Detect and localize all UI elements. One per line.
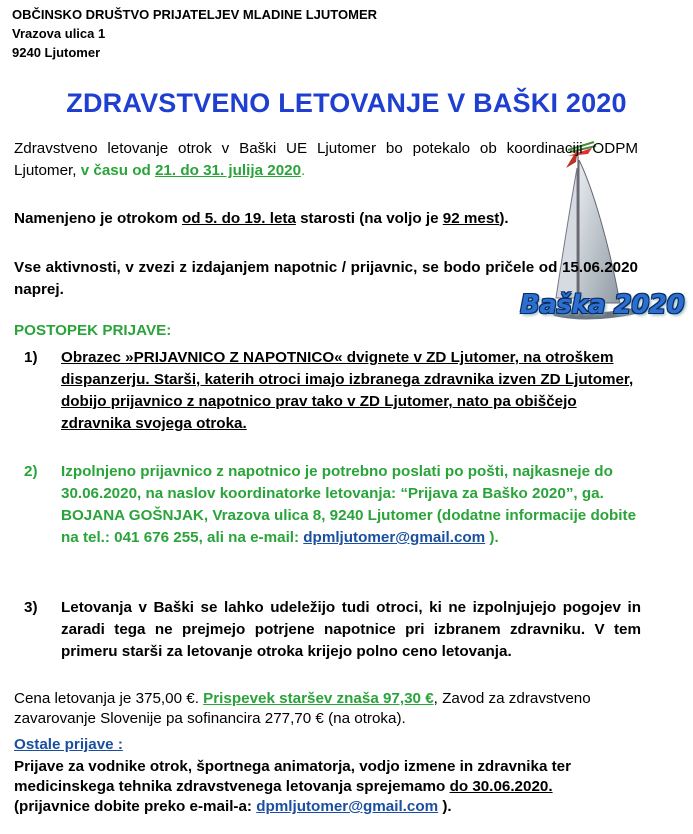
step-2-tail: ). — [485, 529, 499, 546]
activities-paragraph: Vse aktivnosti, v zvezi z izdajanjem napotnic / prijavnic, se bodo pričele od 15.06.2020 naprej. — [14, 259, 638, 298]
intro-text: Zdravstveno letovanje otrok v Baški UE Ljutomer bo potekalo ob koordinaciji ODPM Ljutomer, — [14, 140, 638, 179]
step-2-email-link[interactable]: dpmljutomer@gmail.com — [303, 529, 486, 546]
places-count: 92 mest — [442, 210, 500, 227]
age-a: Namenjeno je otrokom — [14, 210, 182, 227]
other-email-link[interactable]: dpmljutomer@gmail.com — [256, 798, 439, 815]
step-1-text: Obrazec »PRIJAVNICO Z NAPOTNICO« dvignete v ZD Ljutomer, na otroškem dispanzerju. Starši, katerih otroci imajo izbranega zdravnika izven ZD Ljutomer, dobijo prijavnico z napotnico prav tako v ZD Ljutomer, nato pa obiščejo zdravnika svojega otroka. — [61, 349, 634, 432]
step-2 — [0, 461, 693, 576]
step-3 — [0, 597, 693, 667]
step-1-number: 1) — [24, 349, 38, 366]
intro-paragraph — [14, 138, 638, 182]
page-title: ZDRAVSTVENO LETOVANJE V BAŠKI 2020 — [66, 88, 627, 118]
intro-end: . — [301, 162, 306, 179]
logo-text: Baška 2020 — [520, 290, 685, 320]
step-2-number: 2) — [24, 463, 38, 480]
parent-contribution: Prispevek staršev znaša 97,30 € — [203, 690, 434, 707]
org-city: 9240 Ljutomer — [12, 45, 101, 60]
other-date: do 30.06.2020. — [449, 778, 553, 795]
step-3-number: 3) — [24, 599, 38, 616]
org-street: Vrazova ulica 1 — [12, 26, 106, 41]
other-text: Prijave za vodnike otrok, športnega animatorja, vodjo izmene in zdravnika ter medicinskega tehnika zdravstvenega letovanja sprejemamo — [14, 758, 572, 795]
age-paragraph — [14, 208, 638, 230]
other-line3-a: (prijavnice dobite preko e-mail-a: — [14, 798, 257, 815]
other-line3-b: ). — [438, 798, 452, 815]
age-c: starosti (na voljo je — [295, 210, 443, 227]
price-paragraph — [14, 689, 654, 729]
org-name: OBČINSKO DRUŠTVO PRIJATELJEV MLADINE LJUTOMER — [12, 7, 377, 22]
intro-dates: 21. do 31. julija 2020 — [154, 162, 302, 179]
step-1 — [0, 347, 693, 437]
price-rest: , Zavod za zdravstveno zavarovanje Slovenije pa sofinancira 277,70 € (na otroka). — [14, 690, 591, 727]
intro-time-prefix: v času od — [80, 162, 155, 179]
age-e: ). — [499, 210, 509, 227]
step-3-text: Letovanja v Baški se lahko udeležijo tudi otroci, ki ne izpolnjujejo pogojev in zaradi tega ne prejmejo potrjene napotnice pri izbranem zdravniku. V tem primeru starši za letovanje otroka krijejo polno ceno letovanja. — [61, 599, 641, 660]
procedure-heading: POSTOPEK PRIJAVE: — [14, 322, 172, 339]
other-heading: Ostale prijave : — [14, 736, 123, 753]
step-2-text: Izpolnjeno prijavnico z napotnico je potrebno poslati po pošti, najkasneje do 30.06.2020, na naslov koordinatorke letovanja: “Prijava za Baško 2020”, ga. BOJANA GOŠNJAK, Vrazova ulica 8, 9240 Ljutomer (dodatne informacije dobite na tel.: 041 676 255, ali na e-mail: — [61, 463, 637, 546]
price-total: Cena letovanja je 375,00 €. — [14, 690, 204, 707]
other-paragraph — [14, 757, 654, 817]
age-range: od 5. do 19. leta — [181, 210, 296, 227]
